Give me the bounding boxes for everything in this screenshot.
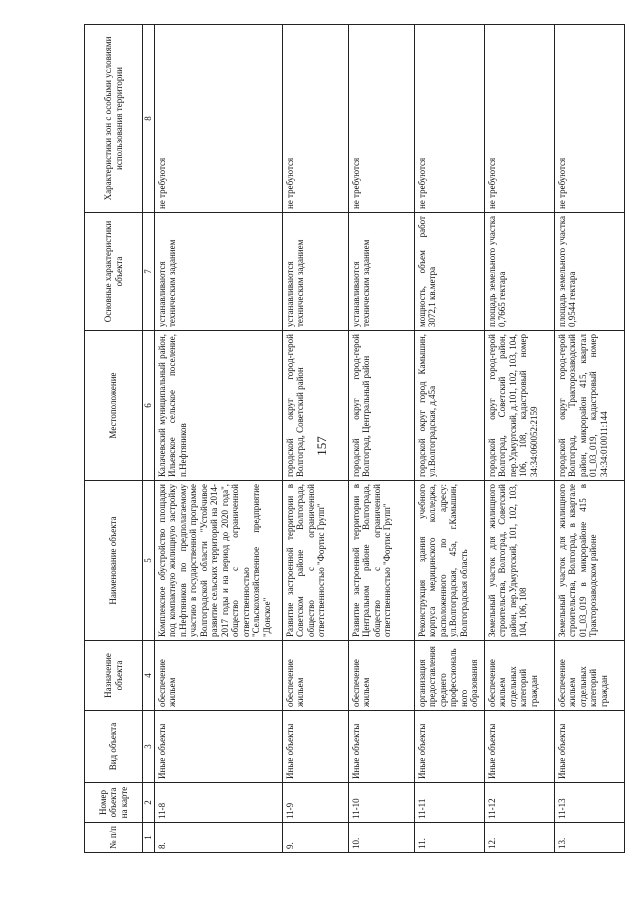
header-zones: Характеристики зон с особыми условиями использования территории <box>85 25 143 213</box>
object-kind-cell: Иные объекты <box>154 711 282 783</box>
zones-cell: не требуются <box>282 25 348 213</box>
column-number: 4 <box>143 641 155 711</box>
header-characteristics: Основные характеристики объекта <box>85 213 143 331</box>
zones-cell: не требуются <box>554 25 624 213</box>
object-kind-cell: Иные объекты <box>484 711 554 783</box>
column-number: 1 <box>143 823 155 853</box>
rotated-table-sheet <box>84 25 608 853</box>
row-number-cell: 12. <box>484 823 554 853</box>
row-number-cell: 10. <box>348 823 414 853</box>
row-number-cell: 8. <box>154 823 282 853</box>
object-kind-cell: Иные объекты <box>348 711 414 783</box>
objects-table <box>84 24 625 853</box>
page-number: 157 <box>313 436 329 456</box>
map-number-cell: 11-10 <box>348 783 414 823</box>
object-name-cell: Развитие застроенной территории в Советском районе Волгограда, общество с ограниченной ответственностью "Фортис Групп" <box>282 481 348 641</box>
object-kind-cell: Иные объекты <box>414 711 484 783</box>
object-location-cell: городской округ город-герой Волгоград, Центральный район <box>348 331 414 481</box>
table-row <box>414 25 484 853</box>
column-number-row <box>143 25 155 853</box>
object-characteristics-cell: площадь земельного участка 0,9544 гектара <box>554 213 624 331</box>
column-number: 5 <box>143 481 155 641</box>
row-number-cell: 13. <box>554 823 624 853</box>
object-location-cell: Калачевский муниципальный район, Ильевское сельское поселение, п.Нефтяников <box>154 331 282 481</box>
row-number-cell: 11. <box>414 823 484 853</box>
object-name-cell: Реконструкция здания учебного корпуса медицинского колледжа, расположенного по адресу: ул.Волгоградская, 45а, г.Камышин, Волгоградская область <box>414 481 484 641</box>
table-row <box>484 25 554 853</box>
table-row <box>348 25 414 853</box>
table-header-row <box>85 25 143 853</box>
object-characteristics-cell: мощность, объем работ 3072,1 кв.метра <box>414 213 484 331</box>
object-kind-cell: Иные объекты <box>554 711 624 783</box>
column-number: 3 <box>143 711 155 783</box>
object-purpose-cell: обеспечение жильем <box>282 641 348 711</box>
header-kind: Вид объекта <box>85 711 143 783</box>
zones-cell: не требуются <box>154 25 282 213</box>
object-purpose-cell: организация предоставления среднего профессионального образования <box>414 641 484 711</box>
map-number-cell: 11-13 <box>554 783 624 823</box>
object-characteristics-cell: устанавливаются техническим заданием <box>154 213 282 331</box>
header-map-no: Номер объекта на карте <box>85 783 143 823</box>
table-row <box>154 25 282 853</box>
object-name-cell: Земельный участок для жилищного строительства, Волгоград, в квартале 01_03_019 в микрорайоне 415 в Тракторозаводском районе <box>554 481 624 641</box>
map-number-cell: 11-11 <box>414 783 484 823</box>
column-number: 8 <box>143 25 155 213</box>
object-kind-cell: Иные объекты <box>282 711 348 783</box>
column-number: 2 <box>143 783 155 823</box>
object-purpose-cell: обеспечение жильем отдельных категорий граждан <box>554 641 624 711</box>
map-number-cell: 11-9 <box>282 783 348 823</box>
table-row <box>282 25 348 853</box>
header-location: Местоположение <box>85 331 143 481</box>
object-location-cell: городской округ город Камышин, ул.Волгоградская, д.45а <box>414 331 484 481</box>
object-name-cell: Комплексное обустройство площадки под компактную жилищную застройку п.Нефтяников по предполагаемому участию в государственной программе Волгоградской области "Устойчивое развитие сельских территорий на 2014-2017 годы и на период до 2020 года", общество с ограниченной ответственностью "Сельскохозяйственное предприятие "Донское" <box>154 481 282 641</box>
column-number: 6 <box>143 331 155 481</box>
header-purpose: Назначение объекта <box>85 641 143 711</box>
column-number: 7 <box>143 213 155 331</box>
map-number-cell: 11-8 <box>154 783 282 823</box>
object-characteristics-cell: устанавливаются техническим заданием <box>348 213 414 331</box>
object-location-cell: городской округ город-герой Волгоград, Советский район <box>282 331 348 481</box>
table-row <box>554 25 624 853</box>
row-number-cell: 9. <box>282 823 348 853</box>
object-location-cell: городской округ город-герой Волгоград, Советский район, пер.Удмуртский, д.101, 102, 103, 104, 106, 108, кадастровый номер 34:34:060052:2159 <box>484 331 554 481</box>
object-location-cell: городской округ город-герой Волгоград, Тракторозаводский район, микрорайон 415, квартал 01_03_019, кадастровый номер 34:34:010011:144 <box>554 331 624 481</box>
object-name-cell: Развитие застроенной территории в Центральном районе Волгограда, общество с ограниченной ответственностью "Фортис Групп" <box>348 481 414 641</box>
object-name-cell: Земельный участок для жилищного строительства, Волгоград, Советский район, пер.Удмуртский, 101, 102, 103, 104, 106, 108 <box>484 481 554 641</box>
object-characteristics-cell: устанавливаются техническим заданием <box>282 213 348 331</box>
zones-cell: не требуются <box>484 25 554 213</box>
object-purpose-cell: обеспечение жильем <box>348 641 414 711</box>
object-characteristics-cell: площадь земельного участка 0,7665 гектара <box>484 213 554 331</box>
zones-cell: не требуются <box>348 25 414 213</box>
object-purpose-cell: обеспечение жильем отдельных категорий граждан <box>484 641 554 711</box>
object-purpose-cell: обеспечение жильем <box>154 641 282 711</box>
zones-cell: не требуются <box>414 25 484 213</box>
header-name: Наименование объекта <box>85 481 143 641</box>
header-no: № п/п <box>85 823 143 853</box>
map-number-cell: 11-12 <box>484 783 554 823</box>
